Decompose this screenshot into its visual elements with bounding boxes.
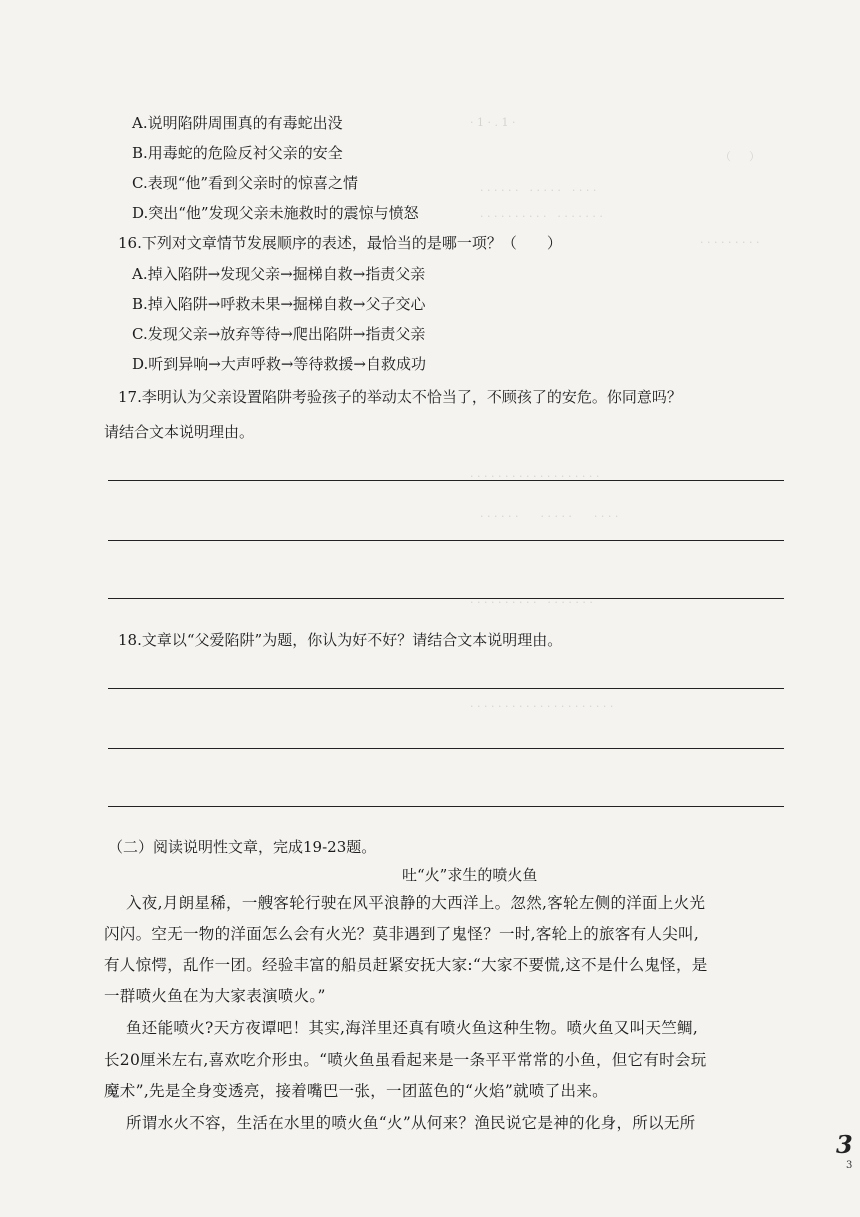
paragraph-line: 魔术”,先是全身变透亮，接着嘴巴一张，一团蓝色的“火焰”就喷了出来。 xyxy=(104,1082,608,1100)
q17-stem-line1: 17.李明认为父亲设置陷阱考验孩子的举动太不恰当了，不顾孩了的安危。你同意吗？ xyxy=(118,388,682,406)
q18-answer-line-2[interactable] xyxy=(108,748,784,749)
paragraph-line: 有人惊愕，乱作一团。经验丰富的船员赶紧安抚大家:“大家不要慌,这不是什么鬼怪，是 xyxy=(104,956,708,974)
q18-answer-line-1[interactable] xyxy=(108,688,784,689)
q17-answer-line-1[interactable] xyxy=(108,480,784,481)
q16-option-c: C.发现父亲→放弃等待→爬出陷阱→指责父亲 xyxy=(132,325,426,343)
article-title: 吐“火”求生的喷火鱼 xyxy=(402,866,538,884)
page-number: 3 xyxy=(836,1130,853,1159)
paragraph-line: 所谓水火不容，生活在水里的喷火鱼“火”从何来？渔民说它是神的化身，所以无所 xyxy=(126,1114,696,1132)
q15-option-d: D.突出“他”发现父亲未施救时的震惊与愤怒 xyxy=(132,204,419,222)
q17-answer-line-2[interactable] xyxy=(108,540,784,541)
page-number-small: 3 xyxy=(846,1160,853,1171)
q16-stem: 16.下列对文章情节发展顺序的表述，最恰当的是哪一项？（ ） xyxy=(118,234,562,252)
q15-option-a: A.说明陷阱周围真的有毒蛇出没 xyxy=(132,114,343,132)
paragraph-line: 鱼还能喷火?天方夜谭吧！其实,海洋里还真有喷火鱼这种生物。喷火鱼又叫天竺鲷, xyxy=(126,1019,699,1037)
bleed-through-text: · · · · · · · · · · · · · · · xyxy=(480,184,597,197)
section2-heading: （二）阅读说明性文章，完成19-23题。 xyxy=(108,838,377,856)
bleed-through-text: · · · · · · · · · xyxy=(700,236,760,249)
q17-stem-line2: 请结合文本说明理由。 xyxy=(104,423,255,441)
paragraph-line: 闪闪。空无一物的洋面怎么会有火光？莫非遇到了鬼怪？一时,客轮上的旅客有人尖叫, xyxy=(104,925,700,943)
bleed-through-text: · · · · · · · · · · · · · · · · · xyxy=(470,596,593,609)
bleed-through-text: · 1 · . 1 · xyxy=(470,116,516,129)
bleed-through-text: · · · · · · · · · · · · · · · · · · · xyxy=(470,470,600,483)
paragraph-line: 长20厘米左右,喜欢吃介形虫。“喷火鱼虽看起来是一条平平常常的小鱼，但它有时会玩 xyxy=(104,1051,707,1069)
q17-answer-line-3[interactable] xyxy=(108,598,784,599)
q16-option-d: D.听到异响→大声呼救→等待救援→自救成功 xyxy=(132,355,426,373)
bleed-through-text: · · · · · · · · · · · · · · · xyxy=(480,510,619,523)
bleed-through-text: （ ） xyxy=(720,150,760,163)
q15-option-b: B.用毒蛇的危险反衬父亲的安全 xyxy=(132,144,343,162)
q16-option-a: A.掉入陷阱→发现父亲→掘梯自救→指责父亲 xyxy=(132,265,426,283)
bleed-through-text: · · · · · · · · · · · · · · · · · · · · · xyxy=(470,700,614,713)
q16-option-b: B.掉入陷阱→呼救未果→掘梯自救→父子交心 xyxy=(132,295,426,313)
bleed-through-text: · · · · · · · · · · · · · · · · · xyxy=(480,210,603,223)
q18-stem: 18.文章以“父爱陷阱”为题，你认为好不好？请结合文本说明理由。 xyxy=(118,631,563,649)
paragraph-line: 一群喷火鱼在为大家表演喷火。” xyxy=(104,987,326,1005)
paragraph-line: 入夜,月朗星稀，一艘客轮行驶在风平浪静的大西洋上。忽然,客轮左侧的洋面上火光 xyxy=(126,894,706,912)
q15-option-c: C.表现“他”看到父亲时的惊喜之情 xyxy=(132,174,359,192)
q18-answer-line-3[interactable] xyxy=(108,806,784,807)
